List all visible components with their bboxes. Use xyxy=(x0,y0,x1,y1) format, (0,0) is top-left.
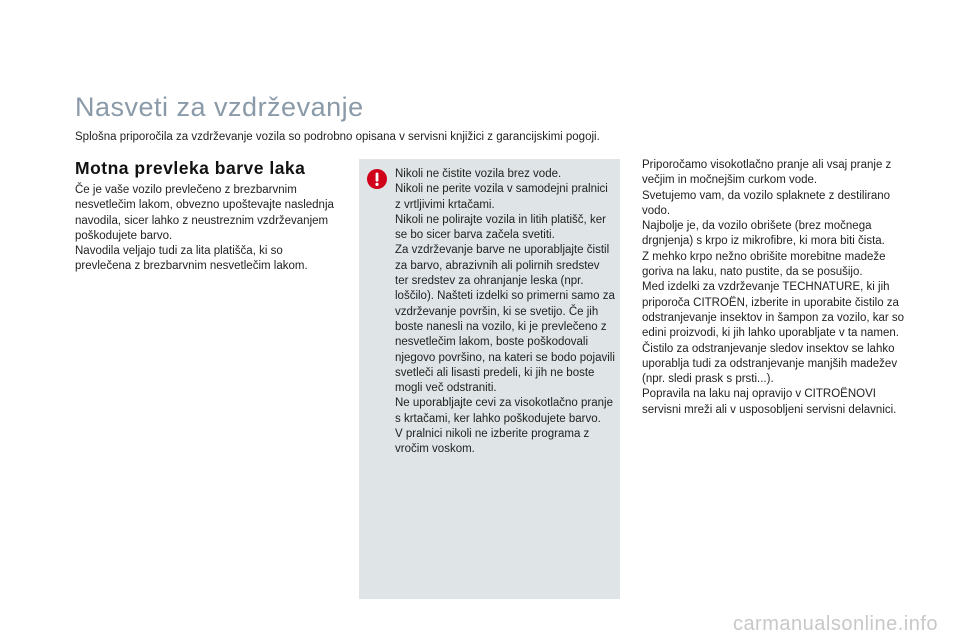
page-intro: Splošna priporočila za vzdrževanje vozila so podrobno opisana v servisni knjižici z garancijskimi pogoji. xyxy=(75,131,600,143)
warning-icon xyxy=(367,169,387,189)
left-paragraph: Če je vaše vozilo prevlečeno z brezbarvnim nesvetlečim lakom, obvezno upoštevajte naslednja navodila, sicer lahko z neustreznim vzdrževanjem poškodujete barvo. xyxy=(75,184,334,242)
right-column xyxy=(642,158,907,418)
warning-paragraph: Nikoli ne čistite vozila brez vode. xyxy=(395,168,562,180)
right-paragraph: Priporočamo visokotlačno pranje ali vsaj pranje z večjim in močnejšim curkom vode. xyxy=(642,159,892,187)
left-column xyxy=(75,183,340,275)
left-paragraph: Navodila veljajo tudi za lita platišča, ki so prevlečena z brezbarvnim nesvetlečim lakom. xyxy=(75,245,308,273)
warning-paragraph: V pralnici nikoli ne izberite programa z vročim voskom. xyxy=(395,428,590,456)
section-title: Motna prevleka barve laka xyxy=(75,158,306,178)
page-title: Nasveti za vzdrževanje xyxy=(75,92,364,122)
warning-paragraph: Nikoli ne polirajte vozila in litih platišč, ker se bo sicer barva začela svetiti. xyxy=(395,213,606,242)
warning-paragraph: Za vzdrževanje barve ne uporabljajte čistil za barvo, abrazivnih ali polirnih sredstev ter sredstev za ohranjanje leska (npr. loščilo). Našteti izdelki so primerni samo za vzdrževanje površin, ki se svetijo. Če jih boste nanesli na vozilo, ki je prevlečeno z nesvetlečim lakom, boste poškodovali njegovo površino, na kateri se bodo pojavili svetleči ali lisasti predeli, ki jih ne boste mogli več odstraniti. xyxy=(395,244,615,395)
right-paragraph: Svetujemo vam, da vozilo splaknete z destilirano vodo. xyxy=(642,189,891,217)
watermark: carmanualsonline.info xyxy=(732,613,938,635)
right-paragraph: Popravila na laku naj opravijo v CITROËNOVI servisni mreži ali v usposobljeni servisni delavnici. xyxy=(642,388,897,416)
right-paragraph: Najbolje je, da vozilo obrišete (brez močnega drgnjenja) s krpo iz mikrofibre, ki mora biti čista. xyxy=(642,220,885,248)
warning-paragraph: Nikoli ne perite vozila v samodejni pralnici z vrtljivimi krtačami. xyxy=(395,183,608,211)
right-paragraph: Med izdelki za vzdrževanje TECHNATURE, ki jih priporoča CITROËN, izberite in uporabite čistilo za odstranjevanje insektov in šampon za vozilo, kar so edini proizvodi, ki jih lahko uporabljate v ta namen. xyxy=(642,281,905,340)
warning-text xyxy=(395,167,615,458)
warning-paragraph: Ne uporabljajte cevi za visokotlačno pranje s krtačami, ker lahko poškodujete barvo. xyxy=(395,397,613,425)
right-paragraph: Z mehko krpo nežno obrišite morebitne madeže goriva na laku, nato pustite, da se posušijo. xyxy=(642,250,886,279)
right-paragraph: Čistilo za odstranjevanje sledov insektov se lahko uporablja tudi za odstranjevanje manjših madežev (npr. sledi prask s prsti...). xyxy=(642,342,898,386)
